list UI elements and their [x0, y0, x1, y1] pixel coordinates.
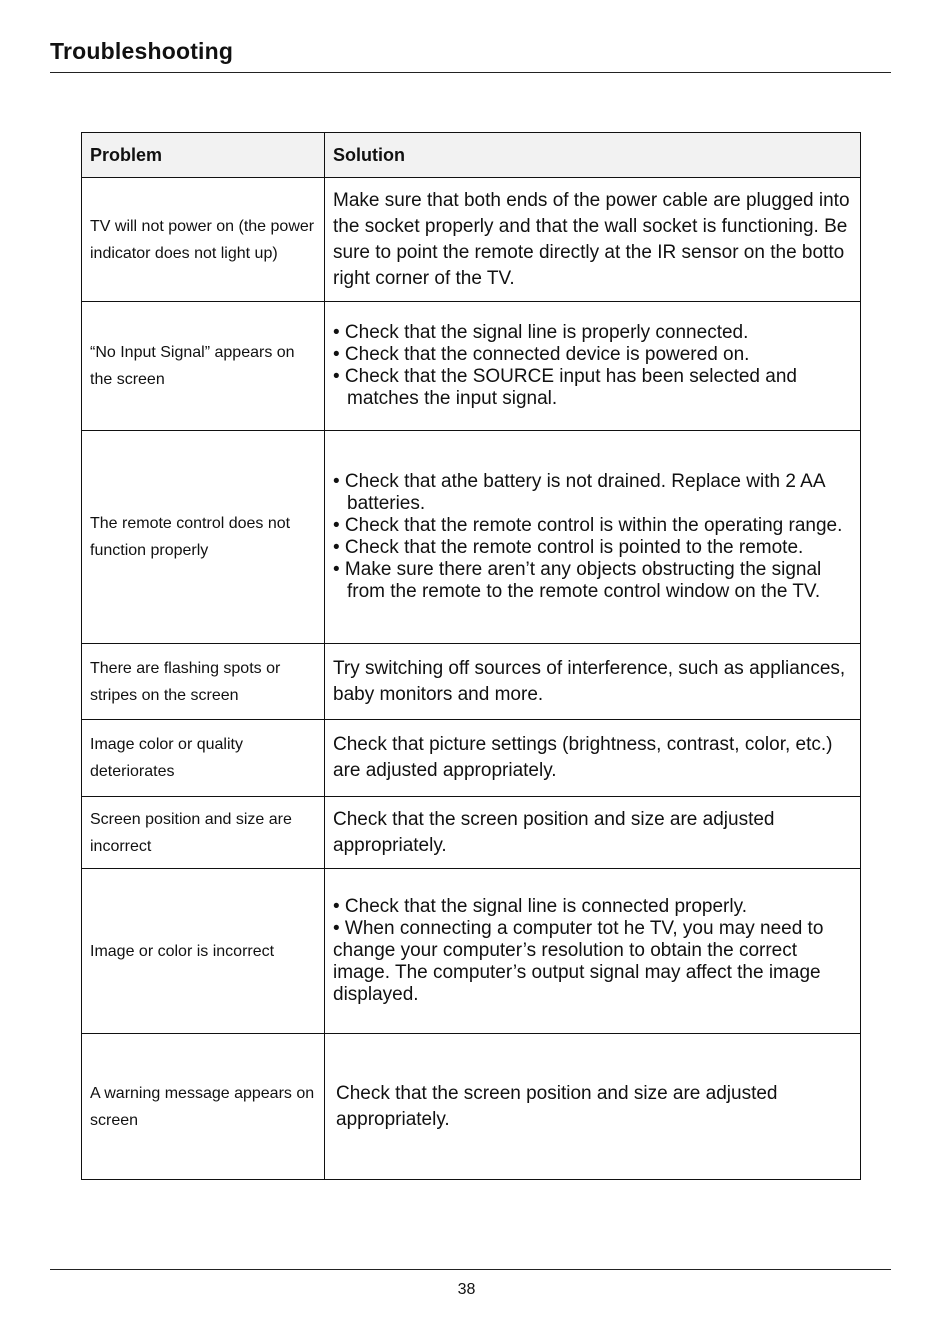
problem-cell: Image color or quality deteriorates [82, 720, 325, 797]
table-row [82, 302, 861, 431]
solution-cell [325, 644, 861, 720]
problem-cell: A warning message appears on screen [82, 1034, 325, 1180]
solution-cell [325, 302, 861, 431]
table-row [82, 1034, 861, 1180]
header-problem: Problem [82, 133, 325, 178]
solution-text: Check that picture settings (brightness, contrast, color, etc.) are adjusted appropriately. [333, 734, 833, 781]
table-row [82, 797, 861, 869]
solution-text: Make sure that both ends of the power cable are plugged into the socket properly and that the wall socket is functioning. Be sure to point the remote directly at the IR sensor on the botto right corner of the TV. [333, 189, 850, 289]
problem-cell: Image or color is incorrect [82, 869, 325, 1034]
table-header-row [82, 133, 861, 178]
problem-cell: TV will not power on (the power indicator does not light up) [82, 178, 325, 302]
table-row [82, 720, 861, 797]
footer-divider [50, 1269, 891, 1270]
header-solution: Solution [325, 133, 861, 178]
solution-cell [325, 720, 861, 797]
problem-cell: There are flashing spots or stripes on the screen [82, 644, 325, 720]
solution-bullet: • Check that the remote control is within the operating range. [333, 515, 843, 536]
problem-cell: The remote control does not function properly [82, 431, 325, 644]
solution-cell [325, 1034, 861, 1180]
solution-cell [325, 178, 861, 302]
solution-bullet: • Check that the connected device is powered on. [333, 344, 750, 365]
solution-bullet: • Check that the signal line is connected properly. [333, 896, 747, 917]
problem-cell: Screen position and size are incorrect [82, 797, 325, 869]
table-row [82, 431, 861, 644]
solution-cell [325, 869, 861, 1034]
solution-bullet: • Make sure there aren’t any objects obstructing the signal from the remote to the remote control window on the TV. [333, 559, 822, 602]
problem-cell: “No Input Signal” appears on the screen [82, 302, 325, 431]
solution-text: Check that the screen position and size are adjusted appropriately. [333, 808, 775, 856]
solution-bullet: • When connecting a computer tot he TV, you may need to change your computer’s resolution to obtain the correct image. The computer’s output signal may affect the image displayed. [333, 918, 824, 1005]
solution-text: Try switching off sources of interference, such as appliances, baby monitors and more. [333, 657, 846, 705]
title-divider [50, 72, 891, 73]
solution-text: Check that the screen position and size are adjusted appropriately. [336, 1082, 778, 1130]
table-row [82, 178, 861, 302]
troubleshooting-table [81, 132, 861, 1180]
solution-bullet: • Check that the remote control is pointed to the remote. [333, 537, 804, 558]
solution-bullet: • Check that the signal line is properly connected. [333, 322, 749, 343]
solution-cell [325, 431, 861, 644]
solution-cell [325, 797, 861, 869]
table-row [82, 869, 861, 1034]
table-row [82, 644, 861, 720]
solution-bullet: • Check that the SOURCE input has been selected and matches the input signal. [333, 366, 797, 409]
solution-bullet: • Check that athe battery is not drained. Replace with 2 AA batteries. [333, 471, 825, 514]
page-title: Troubleshooting [50, 38, 234, 64]
page-number: 38 [457, 1281, 476, 1298]
